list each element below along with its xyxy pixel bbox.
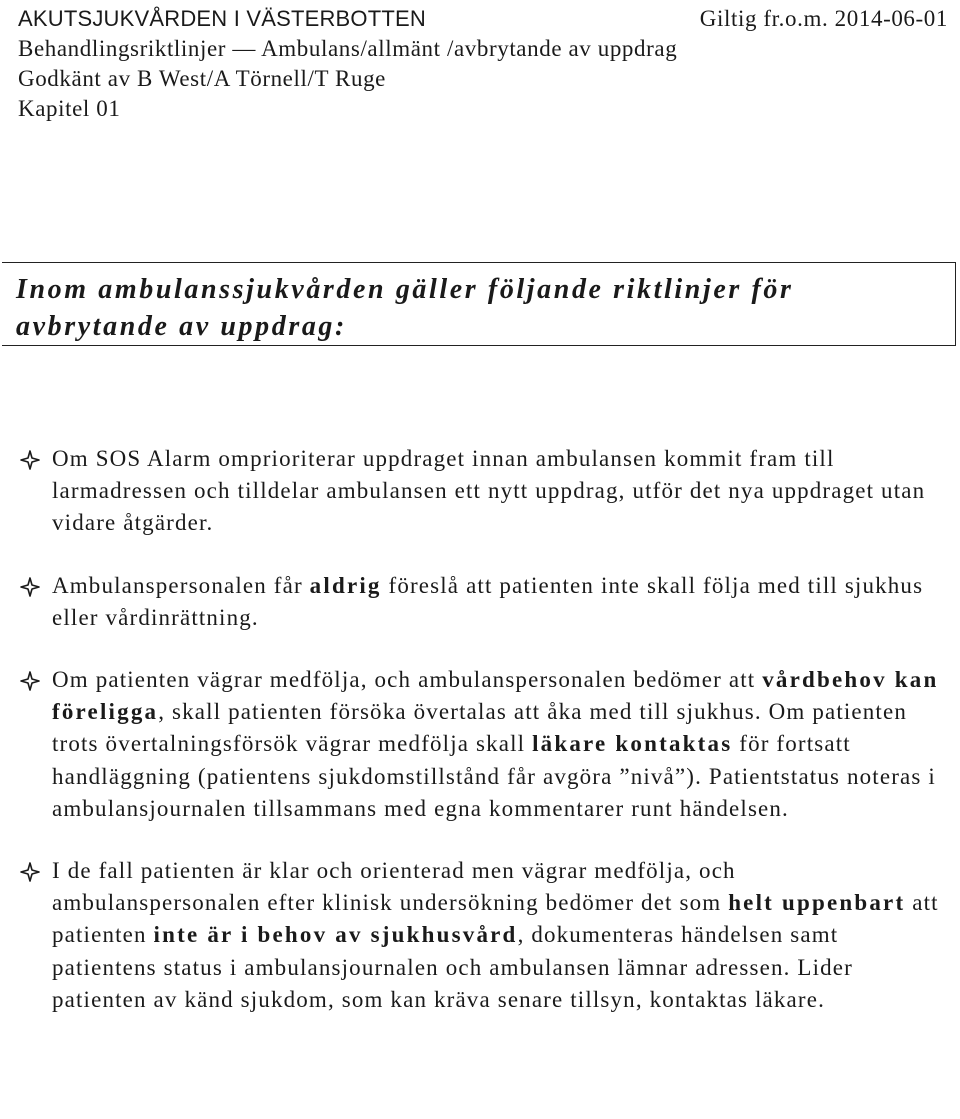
diamond-bullet-icon: [20, 671, 40, 691]
list-item-text: Om patienten vägrar medfölja, och ambulanspersonalen bedömer att vårdbehov kan föreligga, skall patienten försöka övertalas att åka med till sjukhus. Om patienten trots övertalningsförsök vägrar medfölja skall läkare kontaktas för fortsatt handläggning (patientens sjukdomstillstånd får avgöra ”nivå”). Patientstatus noteras i ambulansjournalen tillsammans med egna kommentarer runt händelsen.: [52, 667, 939, 821]
page-title: Inom ambulanssjukvården gäller följande riktlinjer för avbrytande av uppdrag:: [16, 274, 794, 342]
guidelines-line: Behandlingsriktlinjer — Ambulans/allmänt /avbrytande av uppdrag: [18, 36, 678, 61]
emphasis: inte är i behov av sjukhusvård: [153, 922, 518, 948]
list-item-text: I de fall patienten är klar och orienterad men vägrar medfölja, och ambulanspersonalen efter klinisk undersökning bedömer det som helt uppenbart att patienten inte är i behov av sjukhusvård, dokumenteras händelsen samt patientens status i ambulansjournalen och ambulansen lämnar adressen. Lider patienten av känd sjukdom, som kan kräva senare tillsyn, kontaktas läkare.: [52, 858, 939, 1012]
emphasis: vårdbehov kan föreligga: [52, 667, 939, 725]
organization-name: AKUTSJUKVÅRDEN I VÄSTERBOTTEN: [18, 6, 426, 31]
validity: [700, 4, 948, 34]
emphasis: helt uppenbart: [728, 890, 906, 916]
header-row-1: [18, 4, 948, 34]
diamond-bullet-icon: [20, 450, 40, 470]
valid-date: 2014-06-01: [834, 6, 948, 31]
list-item-text: Om SOS Alarm omprioriterar uppdraget innan ambulansen kommit fram till larmadressen och tilldelar ambulansen ett nytt uppdrag, utför det nya uppdraget utan vidare åtgärder.: [52, 446, 926, 536]
approved-line: Godkänt av B West/A Törnell/T Ruge: [18, 66, 386, 91]
valid-prefix: Giltig fr.o.m.: [699, 6, 829, 31]
emphasis: aldrig: [309, 572, 382, 598]
list-item-text: Ambulanspersonalen får aldrig föreslå att patienten inte skall följa med till sjukhus eller vårdinrättning.: [52, 572, 924, 630]
diamond-bullet-icon: [20, 862, 40, 882]
list-item: [18, 664, 948, 825]
list-item: [18, 570, 948, 634]
list-item: [18, 443, 948, 540]
document-header: [18, 4, 948, 124]
diamond-bullet-icon: [20, 577, 40, 597]
guideline-list: [18, 443, 948, 1046]
emphasis: läkare kontaktas: [532, 731, 733, 757]
chapter-line: Kapitel 01: [18, 96, 121, 121]
list-item: [18, 855, 948, 1016]
